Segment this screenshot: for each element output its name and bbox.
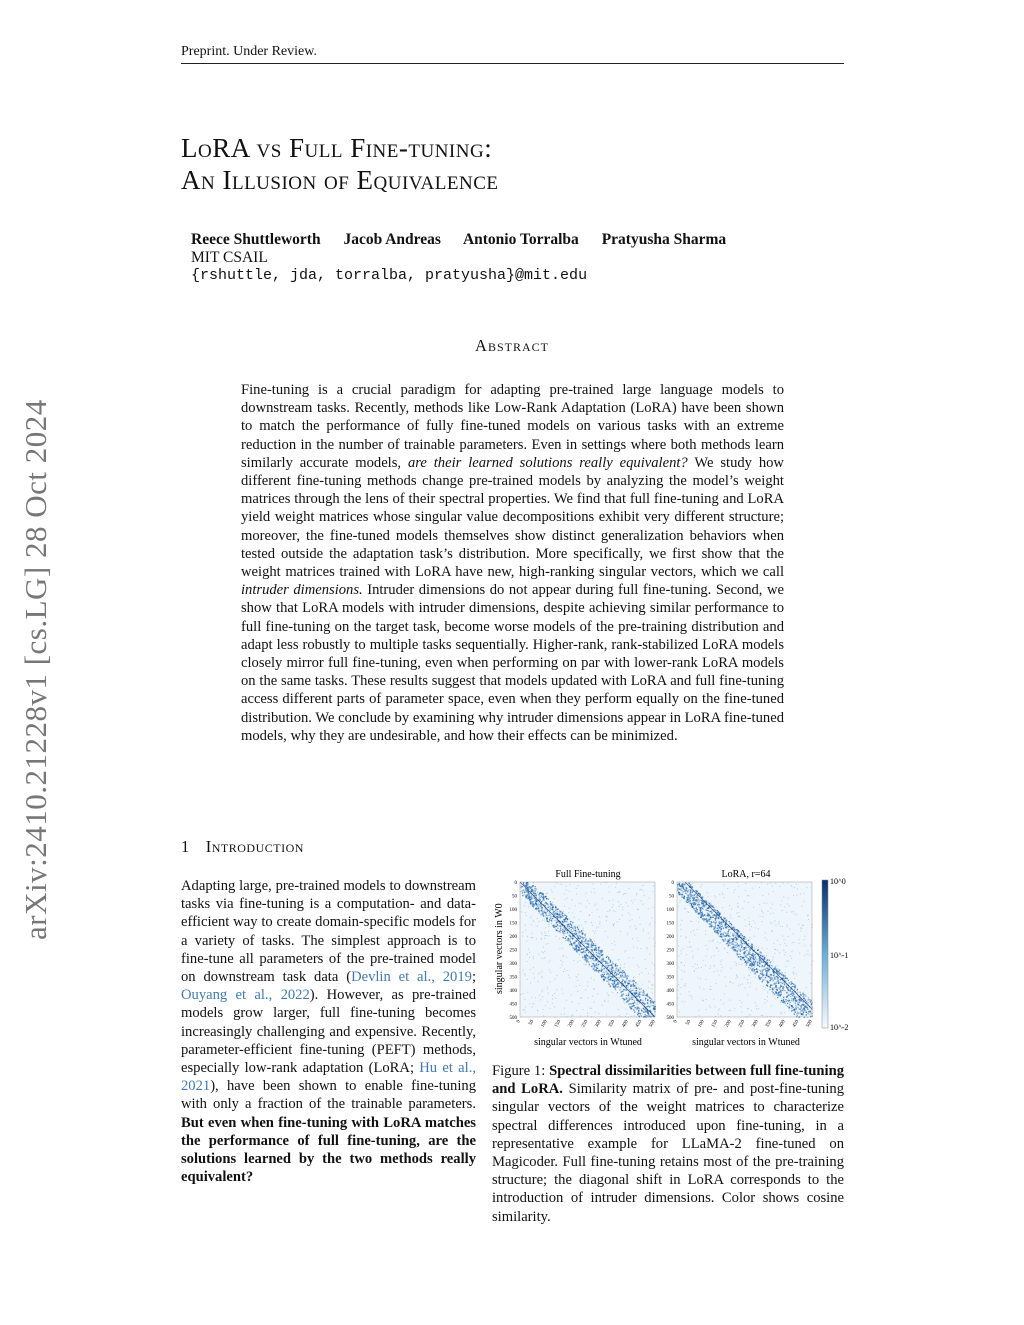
section-title: Introduction (205, 837, 304, 856)
abstract-italic-2: intruder dimensions. (241, 582, 363, 599)
intro-text-2: ; (471, 969, 476, 986)
tick-label: 300 (751, 1019, 760, 1029)
section-heading (181, 837, 304, 857)
tick-label: 350 (765, 1019, 774, 1029)
tick-label: 150 (711, 1019, 720, 1029)
arxiv-identifier: arXiv:2410.21228v1 [cs.LG] 28 Oct 2024 (18, 399, 53, 940)
tick-label: 50 (669, 894, 674, 900)
right-x-axis-label: singular vectors in Wtuned (692, 1037, 800, 1048)
tick-label: 500 (805, 1019, 814, 1029)
tick-label: 0 (673, 1019, 679, 1025)
tick-label: 50 (528, 1019, 536, 1027)
tick-label: 200 (666, 935, 674, 940)
tick-label: 100 (509, 908, 517, 913)
citation-devlin[interactable]: Devlin et al., 2019 (351, 969, 472, 986)
tick-label: 500 (666, 1016, 674, 1021)
tick-label: 400 (621, 1019, 630, 1029)
tick-label: 250 (738, 1019, 747, 1029)
tick-label: 100 (540, 1019, 549, 1029)
tick-label: 150 (666, 921, 674, 927)
author-3: Antonio Torralba (462, 231, 579, 248)
title-line-2: An Illusion of Equivalence (181, 165, 499, 195)
tick-label: 400 (778, 1019, 787, 1029)
intro-text-3: ). However, as pre-trained models grow larger, full fine-tuning becomes increasingly challenging and expensive. Recently, parameter-efficient fine-tuning (PEFT) methods, especially low-rank adaptation (LoRA; (181, 987, 476, 1077)
left-panel-title: Full Fine-tuning (555, 869, 621, 880)
caption-text: Similarity matrix of pre- and post-fine-tuning singular vectors of the weight matrices to characterize spectral differences introduced upon fine-tuning, in a representative example for LLaMA-2 fine-tuned on Magicoder. Full fine-tuning retains most of the pre-training structure; the diagonal shift in LoRA corresponds to the introduction of intruder dimensions. Color shows cosine similarity. (492, 1081, 845, 1225)
tick-label: 100 (666, 908, 674, 913)
tick-label: 350 (509, 975, 517, 981)
title-line-1: LoRA vs Full Fine-tuning: (181, 133, 493, 163)
author-list (191, 231, 745, 249)
tick-label: 300 (594, 1019, 603, 1029)
tick-label: 450 (792, 1019, 801, 1029)
left-x-axis-label: singular vectors in Wtuned (534, 1037, 642, 1048)
tick-label: 450 (666, 1002, 674, 1008)
tick-label: 0 (671, 881, 674, 886)
tick-label: 250 (581, 1019, 590, 1029)
tick-label: 300 (666, 962, 674, 967)
tick-label: 250 (509, 948, 517, 954)
colorbar-bottom-label: 10^-2 (830, 1023, 849, 1032)
heatmap-lora (667, 881, 814, 1028)
figure-caption (492, 1062, 844, 1226)
tick-label: 150 (554, 1019, 563, 1029)
abstract-italic-1: are their learned solutions really equivalent? (407, 454, 688, 471)
tick-label: 100 (697, 1019, 706, 1029)
author-1: Reece Shuttleworth (191, 231, 321, 248)
colorbar-mid-label: 10^-1 (830, 951, 849, 960)
tick-label: 200 (509, 935, 517, 940)
tick-label: 150 (509, 921, 517, 927)
caption-label: Figure 1: (492, 1063, 546, 1079)
abstract-text-3: Intruder dimensions do not appear during full fine-tuning. Second, we show that LoRA models with intruder dimensions, despite achieving similar performance to full fine-tuning on the target task, become worse models of the pre-training distribution and adapt less robustly to multiple tasks sequentially. Higher-rank, rank-stabilized LoRA models closely mirror full fine-tuning, even when performing on par with lower-rank LoRA models on the same tasks. These results suggest that models updated with LoRA and full fine-tuning access different parts of parameter space, even when they perform equally on the fine-tuned distribution. We conclude by examining why intruder dimensions appear in LoRA fine-tuned models, why they are undesirable, and how their effects can be minimized. (241, 582, 784, 744)
y-axis-label: singular vectors in W0 (494, 903, 505, 994)
tick-label: 50 (685, 1019, 693, 1027)
author-4: Pratyusha Sharma (601, 231, 727, 248)
intro-bold-question: But even when fine-tuning with LoRA matches the performance of full fine-tuning, are the solutions learned by the two methods really equivalent? (181, 1114, 476, 1186)
figure-1 (490, 862, 849, 1052)
tick-label: 500 (509, 1016, 517, 1021)
abstract-heading: Abstract (475, 336, 549, 355)
intro-text-1: Adapting large, pre-trained models to downstream tasks via fine-tuning is a computation- and data-efficient way to create domain-specific models for a variety of tasks. The simplest approach is to fine-tune all parameters of the pre-trained model on downstream task data ( (181, 878, 476, 986)
tick-label: 350 (608, 1019, 617, 1029)
tick-label: 300 (509, 962, 517, 967)
abstract-text-2: We study how different fine-tuning methods change pre-trained models by analyzing the model’s weight matrices through the lens of their spectral properties. We find that full fine-tuning and LoRA yield weight matrices whose singular value decompositions exhibit very different structure; moreover, the fine-tuned models themselves show distinct generalization behaviors when tested outside the adaptation task’s distribution. More specifically, we first show that the weight matrices trained with LoRA have new, high-ranking singular vectors, which we call (241, 454, 784, 581)
citation-ouyang[interactable]: Ouyang et al., 2022 (181, 987, 310, 1004)
author-emails: {rshuttle, jda, torralba, pratyusha}@mit.edu (191, 267, 588, 284)
tick-label: 250 (666, 948, 674, 954)
tick-label: 400 (509, 989, 517, 994)
colorbar-top-label: 10^0 (830, 877, 846, 886)
tick-label: 450 (509, 1002, 517, 1008)
intro-paragraph (181, 877, 476, 1186)
figure-svg (490, 862, 849, 1052)
tick-label: 200 (567, 1019, 576, 1029)
right-panel-title: LoRA, r=64 (721, 869, 771, 880)
intro-text-4: ), have been shown to enable fine-tuning with only a fraction of the trainable parameters. (181, 1078, 476, 1113)
affiliation: MIT CSAIL (191, 249, 268, 266)
tick-label: 500 (648, 1019, 657, 1029)
heatmap-full-finetuning (510, 881, 657, 1028)
section-number: 1 (181, 837, 190, 856)
tick-label: 50 (512, 894, 517, 900)
caption-bold: Spectral dissimilarities between full fine-tuning and LoRA. (492, 1063, 844, 1098)
tick-label: 200 (724, 1019, 733, 1029)
running-header: Preprint. Under Review. (181, 44, 844, 64)
tick-label: 350 (666, 975, 674, 981)
colorbar (822, 880, 828, 1028)
tick-label: 0 (514, 881, 517, 886)
abstract-body (241, 381, 784, 745)
tick-label: 0 (516, 1019, 522, 1025)
tick-label: 450 (635, 1019, 644, 1029)
abstract-text-1: Fine-tuning is a crucial paradigm for adapting pre-trained large language models to downstream tasks. Recently, methods like Low-Rank Adaptation (LoRA) have been shown to match the performance of fully fine-tuned models on various tasks with an extreme reduction in the number of trainable parameters. Even in settings where both methods learn similarly accurate models, (241, 382, 784, 471)
tick-label: 400 (666, 989, 674, 994)
citation-hu[interactable]: Hu et al., 2021 (181, 1060, 476, 1095)
paper-title (181, 132, 499, 196)
author-2: Jacob Andreas (343, 231, 441, 248)
